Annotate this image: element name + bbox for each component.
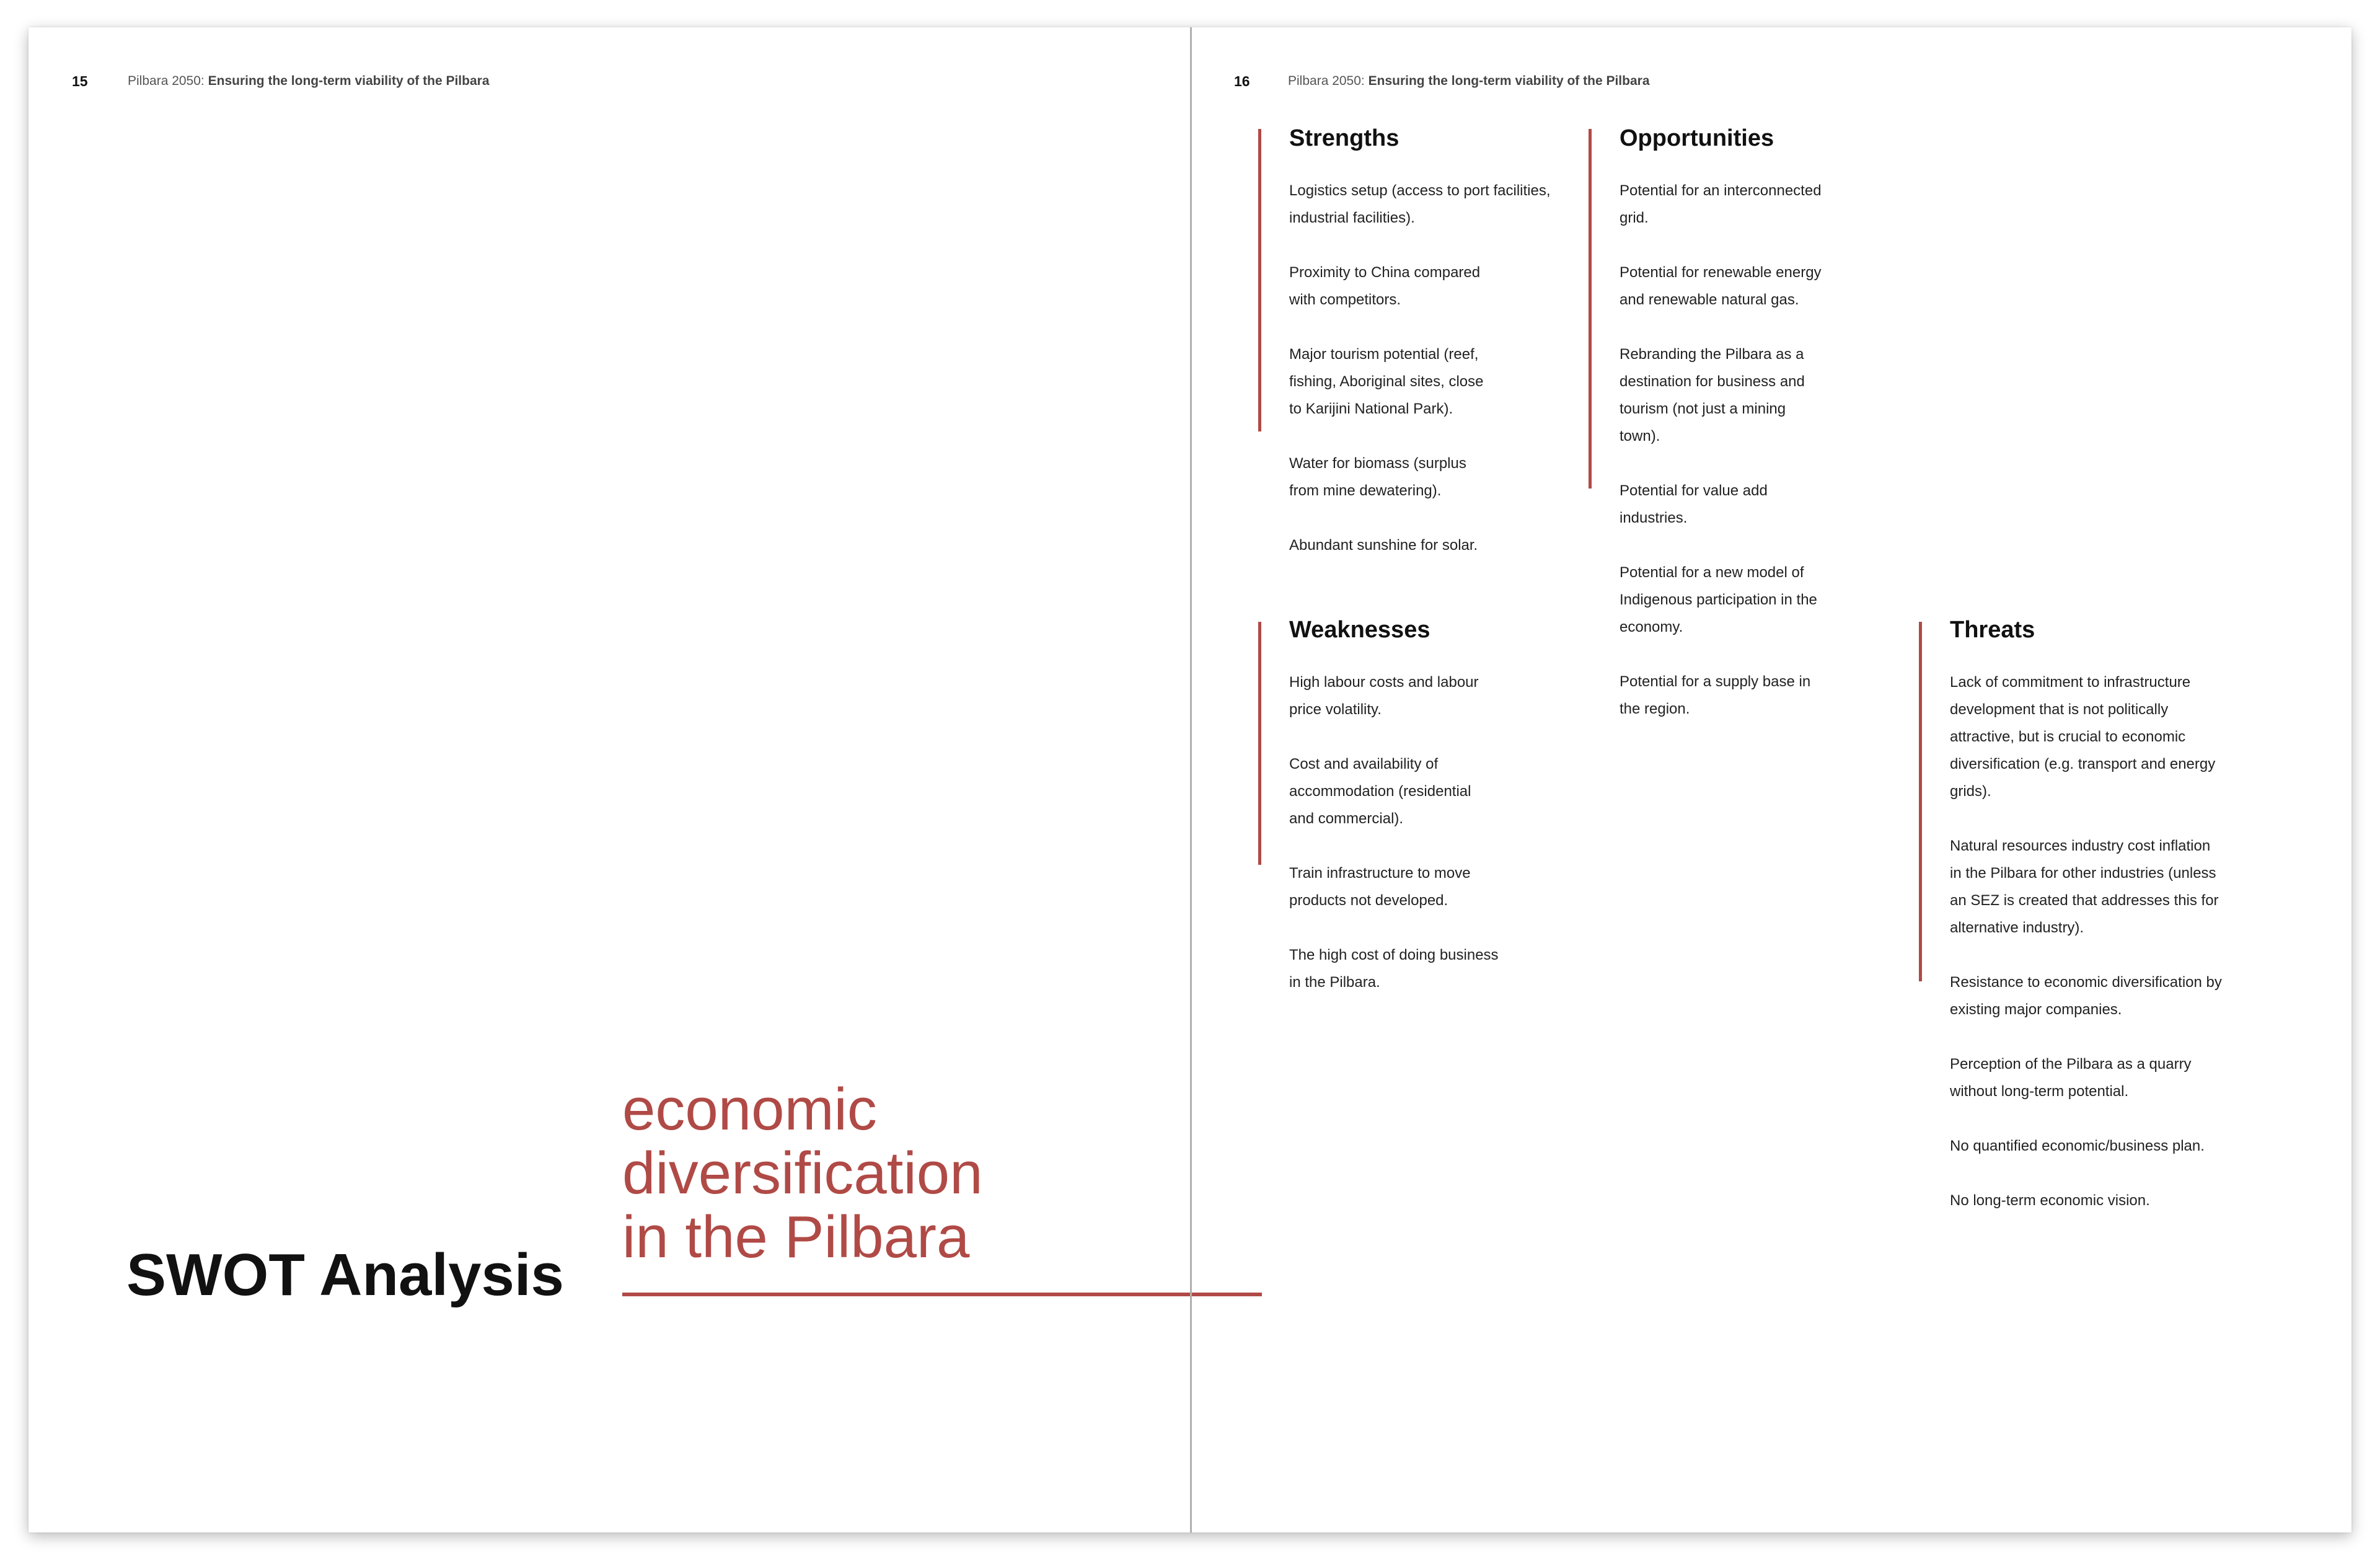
weaknesses-item-line: and commercial). <box>1289 810 1404 827</box>
strengths-heading: Strengths <box>1289 125 1399 151</box>
threats-item-line: No long-term economic vision. <box>1950 1192 2150 1209</box>
strengths-item-line: with competitors. <box>1289 291 1401 308</box>
strengths-item-line: from mine dewatering). <box>1289 482 1442 499</box>
subtitle-line: in the Pilbara <box>622 1204 970 1270</box>
threats-item-line: grids). <box>1950 783 1991 800</box>
strengths-item-line: Logistics setup (access to port facilities, <box>1289 182 1551 199</box>
strengths-item-line: Major tourism potential (reef, <box>1289 346 1479 363</box>
swot-threats <box>1950 616 2222 1242</box>
weaknesses-item-line: price volatility. <box>1289 701 1382 718</box>
title-rule <box>622 1293 1262 1296</box>
weaknesses-item-line: High labour costs and labour <box>1289 674 1479 691</box>
right-publication-name: Pilbara 2050: <box>1288 74 1365 88</box>
opportunities-item-line: the region. <box>1620 701 1690 717</box>
opportunities-item <box>1620 259 1822 314</box>
weaknesses-item-line: accommodation (residential <box>1289 783 1471 800</box>
opportunities-list <box>1620 177 1822 723</box>
opportunities-accent-bar <box>1589 129 1592 489</box>
threats-item-line: No quantified economic/business plan. <box>1950 1138 2205 1154</box>
opportunities-heading: Opportunities <box>1620 125 1774 151</box>
threats-item <box>1950 1187 2222 1214</box>
subtitle-line: economic <box>622 1076 877 1143</box>
strengths-item-line: fishing, Aboriginal sites, close <box>1289 373 1484 390</box>
opportunities-item-line: Potential for a supply base in <box>1620 673 1811 690</box>
weaknesses-item <box>1289 860 1499 914</box>
weaknesses-list <box>1289 669 1499 996</box>
opportunities-item <box>1620 341 1822 450</box>
weaknesses-item <box>1289 942 1499 996</box>
threats-item-line: alternative industry). <box>1950 919 2084 936</box>
weaknesses-item-line: Cost and availability of <box>1289 756 1439 772</box>
weaknesses-heading: Weaknesses <box>1289 617 1430 643</box>
swot-opportunities <box>1620 124 1822 750</box>
opportunities-item <box>1620 477 1822 532</box>
opportunities-item <box>1620 559 1822 641</box>
threats-item-line: existing major companies. <box>1950 1001 2122 1018</box>
opportunities-item-line: Potential for an interconnected <box>1620 182 1822 199</box>
opportunities-item-line: tourism (not just a mining <box>1620 400 1786 417</box>
left-section-name: Ensuring the long-term viability of the Pilbara <box>208 74 490 88</box>
opportunities-item <box>1620 668 1822 723</box>
threats-item <box>1950 1133 2222 1160</box>
threats-item-line: Lack of commitment to infrastructure <box>1950 674 2191 691</box>
strengths-list <box>1289 177 1551 559</box>
threats-item <box>1950 833 2222 942</box>
threats-item <box>1950 669 2222 805</box>
swot-strengths <box>1289 124 1551 586</box>
threats-item-line: Natural resources industry cost inflation <box>1950 838 2211 854</box>
weaknesses-accent-bar <box>1258 622 1261 865</box>
threats-item-line: without long-term potential. <box>1950 1083 2129 1100</box>
threats-item-line: development that is not politically <box>1950 701 2169 718</box>
threats-accent-bar <box>1919 622 1922 981</box>
right-running-header <box>1288 74 1650 89</box>
threats-item <box>1950 969 2222 1024</box>
opportunities-item-line: town). <box>1620 428 1660 444</box>
threats-list <box>1950 669 2222 1214</box>
threats-heading: Threats <box>1950 617 2035 643</box>
threats-item-line: Resistance to economic diversification by <box>1950 974 2222 991</box>
opportunities-item <box>1620 177 1822 232</box>
strengths-item <box>1289 341 1551 423</box>
weaknesses-item <box>1289 751 1499 833</box>
strengths-item <box>1289 177 1551 232</box>
weaknesses-item-line: products not developed. <box>1289 892 1448 909</box>
weaknesses-item-line: The high cost of doing business <box>1289 947 1499 963</box>
strengths-item-line: Water for biomass (surplus <box>1289 455 1466 472</box>
weaknesses-item-line: in the Pilbara. <box>1289 974 1380 991</box>
opportunities-item-line: Potential for renewable energy <box>1620 264 1822 281</box>
threats-item-line: Perception of the Pilbara as a quarry <box>1950 1056 2192 1072</box>
weaknesses-item <box>1289 669 1499 723</box>
strengths-item-line: industrial facilities). <box>1289 210 1415 226</box>
opportunities-item-line: Potential for value add <box>1620 482 1768 499</box>
right-page-number: 16 <box>1234 73 1250 89</box>
left-running-header <box>128 74 490 89</box>
swot-weaknesses <box>1289 616 1499 1024</box>
page-subtitle <box>622 1077 1180 1269</box>
threats-item-line: an SEZ is created that addresses this for <box>1950 892 2219 909</box>
right-section-name: Ensuring the long-term viability of the Pilbara <box>1368 74 1650 88</box>
subtitle-line: diversification <box>622 1140 983 1206</box>
opportunities-item-line: and renewable natural gas. <box>1620 291 1799 308</box>
page-gutter <box>1190 27 1192 1532</box>
opportunities-item-line: destination for business and <box>1620 373 1805 390</box>
threats-item-line: in the Pilbara for other industries (unless <box>1950 865 2216 882</box>
opportunities-item-line: grid. <box>1620 210 1649 226</box>
document-spread <box>29 27 2351 1532</box>
opportunities-item-line: industries. <box>1620 510 1688 526</box>
weaknesses-item-line: Train infrastructure to move <box>1289 865 1471 882</box>
page-title: SWOT Analysis <box>126 1242 564 1308</box>
strengths-item-line: to Karijini National Park). <box>1289 400 1453 417</box>
strengths-accent-bar <box>1258 129 1261 431</box>
left-publication-name: Pilbara 2050: <box>128 74 205 88</box>
threats-item <box>1950 1051 2222 1105</box>
strengths-item <box>1289 450 1551 505</box>
strengths-item <box>1289 532 1551 559</box>
opportunities-item-line: Rebranding the Pilbara as a <box>1620 346 1804 363</box>
strengths-item-line: Proximity to China compared <box>1289 264 1481 281</box>
strengths-item-line: Abundant sunshine for solar. <box>1289 537 1478 554</box>
opportunities-item-line: Potential for a new model of <box>1620 564 1804 581</box>
left-page-number: 15 <box>72 73 88 89</box>
strengths-item <box>1289 259 1551 314</box>
threats-item-line: attractive, but is crucial to economic <box>1950 728 2186 745</box>
threats-item-line: diversification (e.g. transport and energy <box>1950 756 2216 772</box>
opportunities-item-line: Indigenous participation in the <box>1620 591 1817 608</box>
opportunities-item-line: economy. <box>1620 619 1683 635</box>
